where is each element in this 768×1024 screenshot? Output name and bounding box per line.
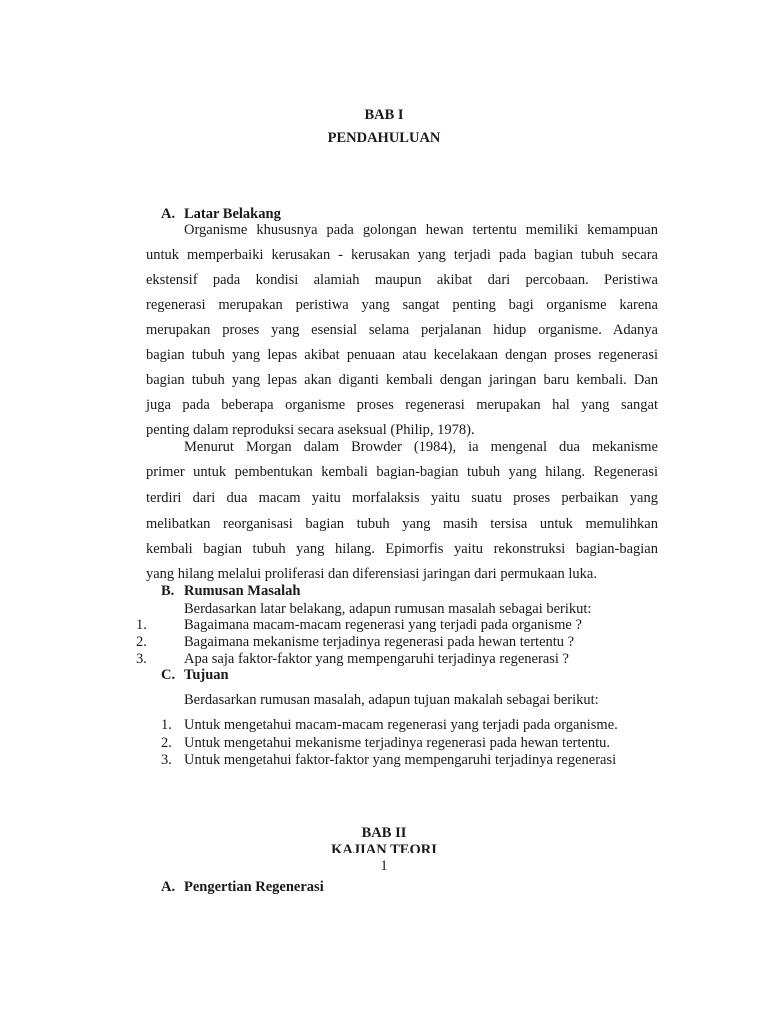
section-b-letter: B. (161, 583, 175, 599)
paragraph-line: penting dalam reproduksi secara aseksual (Philip, 1978). (146, 422, 475, 438)
list-item-text: Untuk mengetahui mekanisme terjadinya regenerasi pada hewan tertentu. (184, 735, 610, 751)
section-c-heading: Tujuan (184, 667, 229, 683)
chapter-number: BAB II (361, 825, 407, 841)
list-item-number: 2. (136, 634, 147, 650)
paragraph-line: untuk memperbaiki kerusakan - kerusakan yang terjadi pada bagian tubuh secara (146, 247, 658, 263)
paragraph-line: ekstensif pada kondisi alamiah maupun akibat dari percobaan. Peristiwa (146, 272, 658, 288)
page-number: 1 (380, 858, 388, 874)
chapter-title: KAJIAN TEORI (331, 842, 437, 853)
list-item-text: Bagaimana macam-macam regenerasi yang terjadi pada organisme ? (184, 617, 582, 633)
list-item-number: 2. (161, 735, 172, 751)
section-2a-heading: Pengertian Regenerasi (184, 879, 324, 895)
chapter-title: PENDAHULUAN (327, 130, 441, 146)
section-b-heading: Rumusan Masalah (184, 583, 301, 599)
section-c-intro: Berdasarkan rumusan masalah, adapun tujuan makalah sebagai berikut: (184, 692, 599, 708)
paragraph-line: regenerasi merupakan peristiwa yang sangat penting bagi organisme karena (146, 297, 658, 313)
paragraph-line: juga pada beberapa organisme proses regenerasi merupakan hal yang sangat (146, 397, 658, 413)
list-item-text: Untuk mengetahui macam-macam regenerasi yang terjadi pada organisme. (184, 717, 618, 733)
list-item-text: Untuk mengetahui faktor-faktor yang mempengaruhi terjadinya regenerasi (184, 752, 617, 768)
section-b-intro: Berdasarkan latar belakang, adapun rumusan masalah sebagai berikut: (184, 601, 592, 617)
paragraph-line: kembali bagian tubuh yang hilang. Epimorfis yaitu rekonstruksi bagian-bagian (146, 541, 658, 557)
paragraph-line: terdiri dari dua macam yaitu morfalaksis yaitu suatu proses perbaikan yang (146, 490, 658, 506)
paragraph-line: yang hilang melalui proliferasi dan diferensiasi jaringan dari permukaan luka. (146, 566, 597, 582)
paragraph-line: Menurut Morgan dalam Browder (1984), ia mengenal dua mekanisme (184, 439, 658, 455)
chapter-number: BAB I (364, 107, 404, 123)
paragraph-line: primer untuk pembentukan kembali bagian-bagian tubuh yang hilang. Regenerasi (146, 464, 658, 480)
paragraph-line: Organisme khususnya pada golongan hewan tertentu memiliki kemampuan (184, 222, 658, 238)
list-item-number: 1. (161, 717, 172, 733)
paragraph-line: melibatkan reorganisasi bagian tubuh yang masih tersisa untuk memulihkan (146, 516, 658, 532)
section-2a-letter: A. (161, 879, 176, 895)
section-c-letter: C. (161, 667, 176, 683)
paragraph-line: bagian tubuh yang lepas akibat penuaan atau kecelakaan dengan proses regenerasi (146, 347, 658, 363)
list-item-number: 1. (136, 617, 147, 633)
section-a-letter: A. (161, 206, 176, 222)
list-item-text: Bagaimana mekanisme terjadinya regenerasi pada hewan tertentu ? (184, 634, 575, 650)
list-item-number: 3. (136, 651, 147, 667)
section-a-heading: Latar Belakang (184, 206, 281, 222)
paragraph-line: bagian tubuh yang lepas akan diganti kembali dengan jaringan baru kembali. Dan (146, 372, 658, 388)
list-item-text: Apa saja faktor-faktor yang mempengaruhi terjadinya regenerasi ? (184, 651, 569, 667)
paragraph-line: merupakan proses yang esensial selama perjalanan hidup organisme. Adanya (146, 322, 658, 338)
list-item-number: 3. (161, 752, 172, 768)
